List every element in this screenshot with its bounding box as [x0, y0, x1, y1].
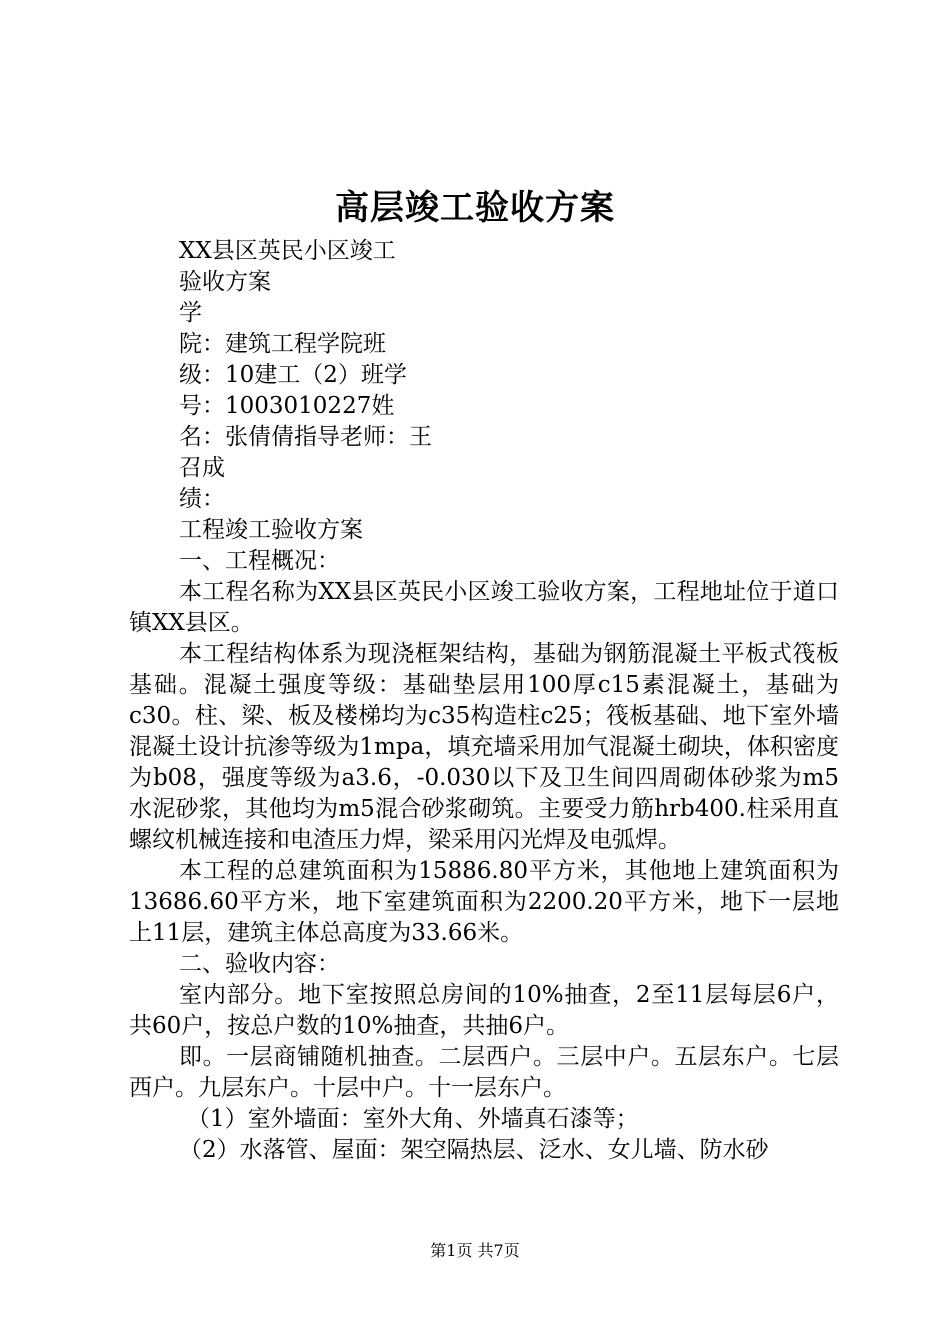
paragraph-structure: 本工程结构体系为现浇框架结构，基础为钢筋混凝土平板式筏板基础。混凝土强度等级：基础垫层用100厚c15素混凝土，基础为c30。柱、梁、板及楼梯均为c35构造柱c25；筏板基础、地下室外墙混凝土设计抗渗等级为1mpa，填充墙采用加气混凝土砌块，体积密度为b08，强度等级为a3.6，-0.030以下及卫生间四周砌体砂浆为m5水泥砂浆，其他均为m5混合砂浆砌筑。主要受力筋hrb400.柱采用直螺纹机械连接和电渣压力焊，梁采用闪光焊及电弧焊。	[129, 641, 839, 853]
cover-line-plan: 验收方案	[179, 269, 271, 295]
cover-line-college: 院：建筑工程学院班	[179, 331, 386, 357]
document-title: 高层竣工验收方案	[335, 188, 615, 228]
section2-heading: 二、验收内容：	[179, 951, 340, 977]
page-footer: 第1页 共7页	[430, 1241, 520, 1260]
list-item-exterior-wall: （1）室外墙面：室外大角、外墙真石漆等；	[187, 1106, 639, 1132]
list-item-roof: （2）水落管、屋面：架空隔热层、泛水、女儿墙、防水砂	[179, 1137, 769, 1163]
cover-line-student-id: 号：1003010227姓	[179, 393, 395, 419]
cover-line-advisor: 召成	[179, 455, 225, 481]
cover-line-class: 级：10建工（2）班学	[179, 362, 407, 388]
paragraph-sampling: 即。一层商铺随机抽查。二层西户。三层中户。五层东户。七层西户。九层东户。十层中户。十一层东户。	[129, 1044, 839, 1101]
paragraph-indoor: 室内部分。地下室按照总房间的10%抽查，2至11层每层6户，共60户，按总户数的10%抽查，共抽6户。	[129, 982, 839, 1039]
cover-line-school: 学	[179, 300, 202, 326]
cover-line-grade: 绩：	[179, 486, 225, 512]
document-body	[129, 236, 839, 1166]
cover-line-project: XX县区英民小区竣工	[179, 238, 396, 264]
paragraph-area: 本工程的总建筑面积为15886.80平方米，其他地上建筑面积为13686.60平方米，地下室建筑面积为2200.20平方米，地下一层地上11层，建筑主体总高度为33.66米。	[129, 858, 839, 946]
cover-line-name: 名：张倩倩指导老师：王	[179, 424, 432, 450]
section1-heading: 一、工程概况：	[179, 548, 340, 574]
paragraph-project-name: 本工程名称为XX县区英民小区竣工验收方案，工程地址位于道口镇XX县区。	[129, 579, 839, 636]
section-title: 工程竣工验收方案	[179, 517, 363, 543]
